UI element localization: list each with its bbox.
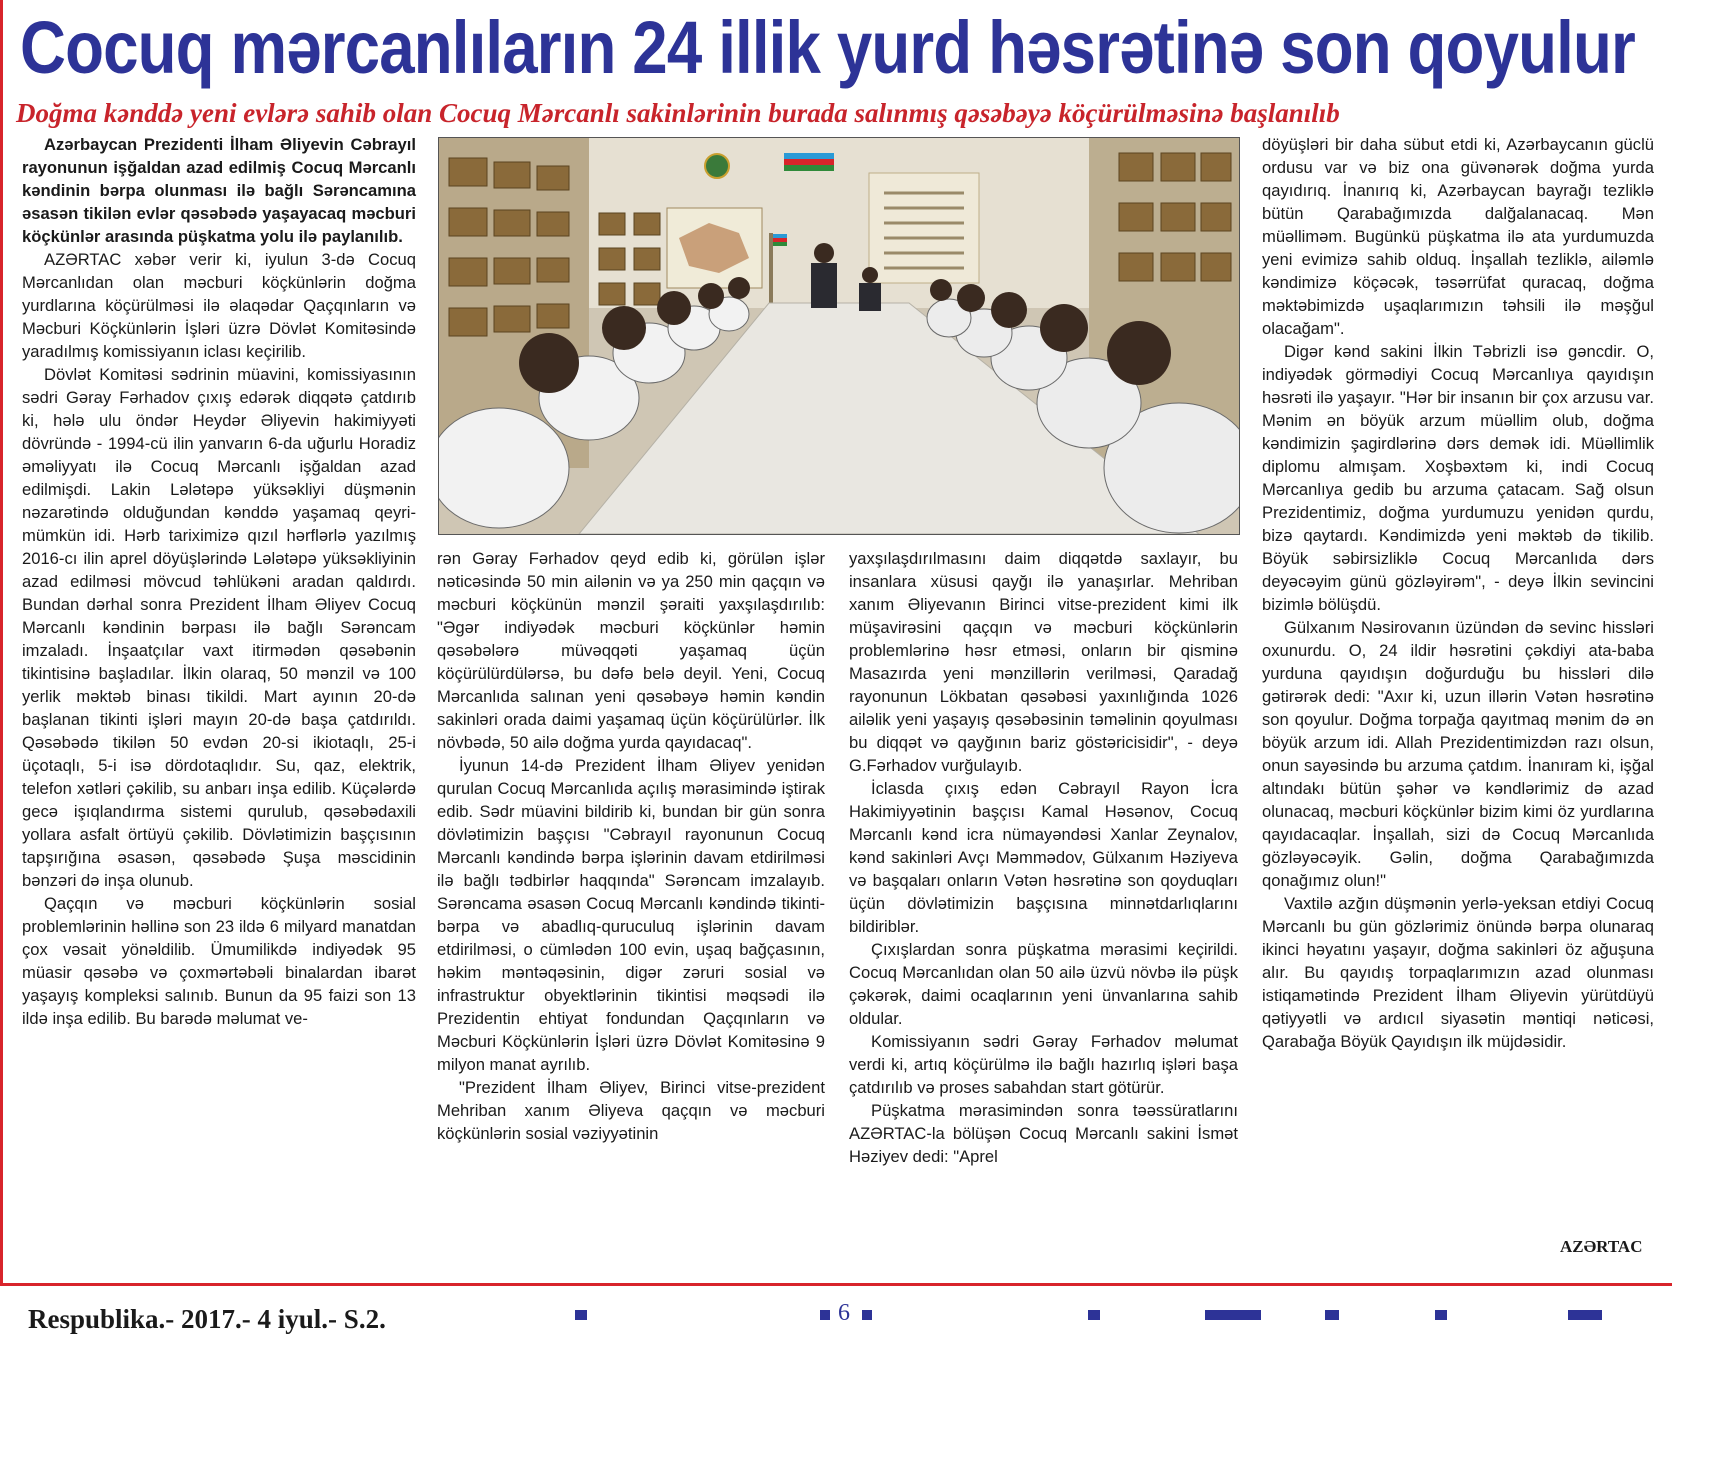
- footer-mark: [1325, 1310, 1339, 1320]
- body-paragraph: yaxşılaşdırılmasını daim diqqətdə saxlayır, bu insanlara xüsusi qayğı ilə yanaşırlar. Mehriban xanım Əliyevanın Birinci vitse-prezident kimi ilk müşavirəsini qaçqın və məcburi köçkünlərin problemlərinə həsr etməsi, onların bir qisminə Masazırda yeni mənzillərin verilməsi, Qaradağ rayonunun Lökbatan qəsəbəsi yaxınlığında 1026 ailəlik yeni yaşayış qəsəbəsinin təməlinin qoyulması bu diqqət və qayğının bariz göstəricisidir", - deyə G.Fərhadov vurğulayıb.: [849, 549, 1238, 775]
- body-paragraph: Çıxışlardan sonra püşkatma mərasimi keçirildi. Cocuq Mərcanlıdan olan 50 ailə üzvü növbə ilə püşk çəkərək, daimi ocaqlarının yeni ünvanlarına sahib oldular.: [849, 940, 1238, 1028]
- subheadline: Doğma kənddə yeni evlərə sahib olan Cocuq Mərcanlı sakinlərinin burada salınmış qəsəbəyə köçürülməsinə başlanılıb: [16, 98, 1340, 128]
- footer-mark: [1205, 1310, 1261, 1320]
- body-paragraph: Püşkatma mərasimindən sonra təəssüratlarını AZƏRTAC-la bölüşən Cocuq Mərcanlı sakini İsmət Həziyev dedi: "Aprel: [849, 1101, 1238, 1166]
- footer-mark: [1435, 1310, 1447, 1320]
- body-paragraph: "Prezident İlham Əliyev, Birinci vitse-prezident Mehriban xanım Əliyeva qaçqın və məcburi köçkünlərin sosial vəziyyətinin: [437, 1078, 825, 1143]
- footer-mark: [1088, 1310, 1100, 1320]
- body-paragraph: rən Gəray Fərhadov qeyd edib ki, görülən işlər nəticəsində 50 min ailənin və ya 250 min qaçqın və məcburi köçkünün mənzil şəraiti yaxşılaşdırılıb: "Əgər indiyədək məcburi köçkünlər həmin qəsəbələrə müvəqqəti yaşamaq üçün köçürülürdülərsə, bu dəfə belə deyil. Yeni, Cocuq Mərcanlıda salınan yeni qəsəbəyə həmin kəndin sakinləri orada daimi yaşamaq üçün köçürülürlər. İlk növbədə, 50 ailə doğma yurda qayıdacaq".: [437, 549, 825, 752]
- meeting-photo: [438, 137, 1240, 535]
- article-column-2: [437, 547, 825, 1269]
- bottom-red-rule: [0, 1283, 1672, 1286]
- page-number: 6: [838, 1300, 850, 1326]
- body-paragraph: Vaxtilə azğın düşmənin yerlə-yeksan etdiyi Cocuq Mərcanlı bu gün gözlərimiz önündə bərpa olunaraq ikinci həyatını yaşayır, doğma sakinləri öz ağuşuna alır. Bu qayıdış torpaqlarımızın azad olunması istiqamətində Prezident İlham Əliyevin yürütdüyü qətiyyətli və ardıcıl siyasətin məntiqi nəticəsi, Qarabağa Böyük Qayıdışın ilk müjdəsidir.: [1262, 894, 1654, 1051]
- agency-credit: AZƏRTAC: [1560, 1237, 1643, 1256]
- article-column-1: [22, 133, 416, 1269]
- body-paragraph: Dövlət Komitəsi sədrinin müavini, komissiyasının sədri Gəray Fərhadov çıxış edərək diqqətə çatdırıb ki, hələ ulu öndər Heydər Əliyevin hakimiyyəti dövründə - 1994-cü ilin yanvarın 6-da uğurlu Horadiz əməliyyatı ilə Cocuq Mərcanlı işğaldan azad edilmişdi. Lakin Lələtəpə yüksəkliyi düşmənin nəzarətində olduğundan kənddə yaşamaq qeyri-mümkün idi. Hərb tariximizə qızıl hərflərlə yazılmış 2016-cı ilin aprel döyüşlərində Lələtəpə yüksəkliyinin azad edilməsi mövcud təhlükəni aradan qaldırdı. Bundan dərhal sonra Prezident İlham Əliyev Cocuq Mərcanlı kəndinin bərpası ilə bağlı Sərəncam imzaladı. İnşaatçılar vaxt itirmədən qəsəbənin tikintisinə başladılar. İlkin olaraq, 50 mənzil və 100 yerlik məktəb binası tikildi. Mart ayının 20-də başlanan tikinti işləri mayın 20-də başa çatdırıldı. Qəsəbədə tikilən 50 evdən 20-si ikiotaqlı, 25-i üçotaqlı, 5-i isə dördotaqlıdır. Su, qaz, elektrik, telefon xətləri çəkilib, su anbarı inşa edilib. Küçələrdə gecə işıqlandırma sistemi qurulub, qəsəbədaxili yollara asfalt örtüyü çəkilib. Dövlətimizin başçısının tapşırığına əsasən, qəsəbədə Şuşa məscidinin bənzəri də inşa olunub.: [22, 365, 416, 890]
- headline: Cocuq mərcanlıların 24 illik yurd həsrətinə son qoyulur: [20, 6, 1635, 89]
- lead-paragraph: Azərbaycan Prezidenti İlham Əliyevin Cəbrayıl rayonunun işğaldan azad edilmiş Cocuq Mərcanlı kəndinin bərpa olunması ilə bağlı Sərəncamına əsasən tikilən evlər qəsəbədə yaşayacaq məcburi köçkünlər arasında püşkatma yolu ilə paylanılıb.: [22, 135, 416, 246]
- body-paragraph: Qaçqın və məcburi köçkünlərin sosial problemlərinin həllinə son 23 ildə 6 milyard manatdan çox vəsait yönəldilib. Ümumilikdə indiyədək 95 müasir qəsəbə və çoxmərtəbəli binalardan ibarət yaşayış kompleksi salınıb. Bunun da 95 faizi son 13 ildə inşa edilib. Bu barədə məlumat ve-: [22, 894, 416, 1028]
- body-paragraph: Gülxanım Nəsirovanın üzündən də sevinc hissləri oxunurdu. O, 24 ildir həsrətini çəkdiyi ata-baba yurduna qayıdışın doğurduğu bu hissləri dilə gətirərək dedi: "Axır ki, uzun illərin Vətən həsrətinə son qoyulur. Doğma torpağa qayıtmaq mənim də ən böyük arzum idi. Allah Prezidentimizdən razı olsun, onun sayəsində bu arzuma çatdım. İnanıram ki, işğal altındakı bütün şəhər və kəndlərimiz də azad olunacaq, məcburi köçkünlər bizim kimi öz yurdlarına qayıdacaqlar. İnşallah, sizi də Cocuq Mərcanlıda gözləyəcəyik. Gəlin, doğma Qarabağımızda qonağımız olun!": [1262, 618, 1654, 890]
- source-citation: Respublika.- 2017.- 4 iyul.- S.2.: [28, 1304, 386, 1334]
- body-paragraph: İclasda çıxış edən Cəbrayıl Rayon İcra Hakimiyyətinin başçısı Kamal Həsənov, Cocuq Mərcanlı kənd icra nümayəndəsi Xanlar Zeynalov, kənd sakinləri Avçı Məmmədov, Gülxanım Həziyeva və başqaları onların Vətən həsrətinə son qoyduqları üçün dövlətimizin başçısına minnətdarlıqlarını bildiriblər.: [849, 779, 1238, 936]
- footer-mark: [862, 1310, 872, 1320]
- body-paragraph: Komissiyanın sədri Gəray Fərhadov məlumat verdi ki, artıq köçürülmə ilə bağlı hazırlıq işləri başa çatdırılıb və proses sabahdan start götürür.: [849, 1032, 1238, 1097]
- article-column-4: [1262, 133, 1654, 1253]
- body-paragraph: İyunun 14-də Prezident İlham Əliyev yenidən qurulan Cocuq Mərcanlıda açılış mərasimində iştirak edib. Sədr müavini bildirib ki, bundan bir gün sonra dövlətimizin başçısı "Cəbrayıl rayonunun Cocuq Mərcanlı kəndində bərpa işlərinin davam etdirilməsi ilə bağlı tədbirlər haqqında" Sərəncam imzalayıb. Sərəncama əsasən Cocuq Mərcanlı kəndində tikinti-bərpa və abadlıq-quruculuq işlərinin davam etdirilməsi, o cümlədən 100 evin, uşaq bağçasının, həkim məntəqəsinin, digər zəruri sosial və infrastruktur obyektlərinin tikintisi məqsədi ilə Prezidentin ehtiyat fondundan Qaçqınların və Məcburi Köçkünlərin İşləri üzrə Dövlət Komitəsinə 9 milyon manat ayrılıb.: [437, 756, 825, 1074]
- footer-mark: [820, 1310, 830, 1320]
- body-paragraph: döyüşləri bir daha sübut etdi ki, Azərbaycanın güclü ordusu var və biz ona güvənərək doğma yurda qayıdırıq. İnanırıq ki, Azərbaycan bayrağı tezliklə bütün Qarabağımızda dalğalanacaq. Mən müəlliməm. Bugünkü püşkatma ilə ata yurdumuzda yeni evimizə sahib olduq. İnşallah tezliklə, ailəmlə kəndimizə köçəcək, təsərrüfat quracaq, doğma məktəbimizdə uşaqlarımızın təhsili ilə məşğul olacağam".: [1262, 135, 1654, 338]
- article-column-3: [849, 547, 1238, 1269]
- footer-mark: [1568, 1310, 1602, 1320]
- footer-mark: [575, 1310, 587, 1320]
- body-paragraph: Digər kənd sakini İlkin Təbrizli isə gəncdir. O, indiyədək görmədiyi Cocuq Mərcanlıya qayıdışın həsrəti ilə yaşayır. "Hər bir insanın bir çox arzusu var. Mənim ən böyük arzum müəllim olub, doğma kəndimizin şagirdlərinə dərs demək idi. Müəllimlik diplomu almışam. Xoşbəxtəm ki, indi Cocuq Mərcanlıya gedib bu arzuma çatacam. Sağ olsun Prezidentimiz, doğma yurdumuzu yenidən qurdu, bizə qaytardı. Kəndimizdə yeni məktəb də tikilib. Böyük səbirsizliklə Cocuq Mərcanlıda dərs deyəcəyim günü gözləyirəm", - deyə İlkin sevincini bizimlə bölüşdü.: [1262, 342, 1654, 614]
- left-red-rule: [0, 0, 3, 1285]
- body-paragraph: AZƏRTAC xəbər verir ki, iyulun 3-də Cocuq Mərcanlıdan olan məcburi köçkünlərin doğma yurdlarına köçürülməsi ilə əlaqədar Qaçqınların və Məcburi Köçkünlərin İşləri üzrə Dövlət Komitəsində yaradılmış komissiyanın iclası keçirilib.: [22, 250, 416, 361]
